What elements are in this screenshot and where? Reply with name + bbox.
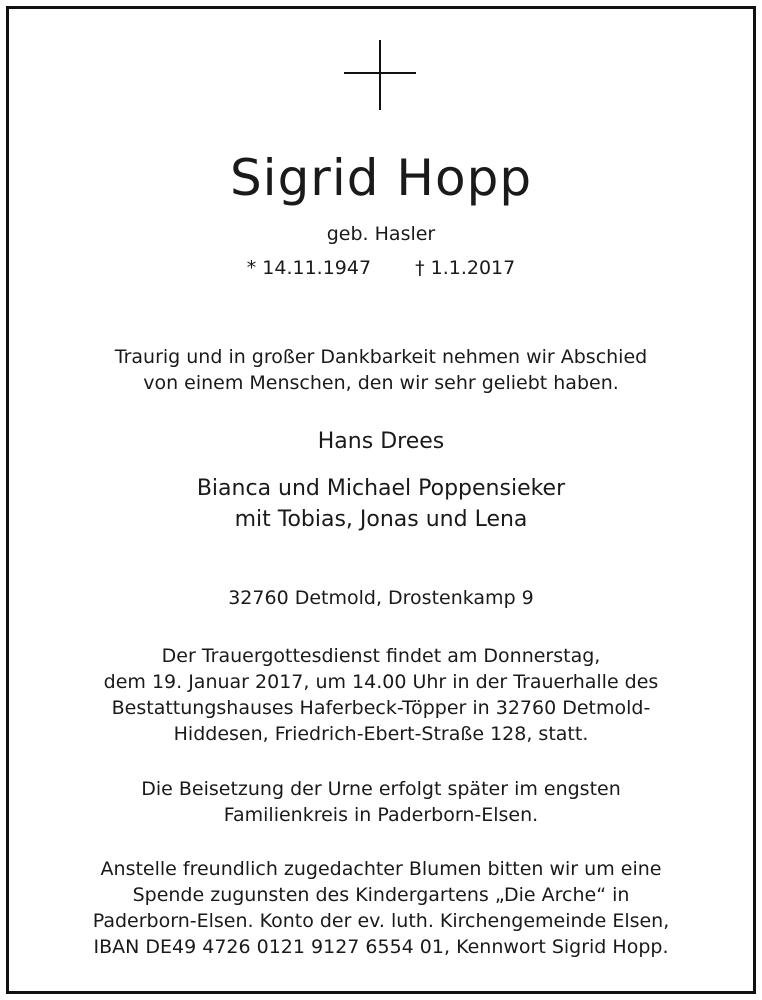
deceased-name: Sigrid Hopp: [229, 149, 533, 207]
burial-text: [0, 776, 762, 828]
text-line: Hiddesen, Friedrich-Ebert-Straße 128, statt.: [173, 723, 589, 745]
text-line: von einem Menschen, den wir sehr geliebt haben.: [143, 372, 619, 394]
text-line: dem 19. Januar 2017, um 14.00 Uhr in der Trauerhalle des: [103, 671, 659, 693]
text-line: Paderborn-Elsen. Konto der ev. luth. Kirchengemeinde Elsen,: [92, 910, 670, 932]
cross-icon: [342, 40, 418, 110]
mourner-family: [0, 473, 762, 535]
mourner-name: Hans Drees: [317, 429, 445, 454]
mourner-address: 32760 Detmold, Drostenkamp 9: [228, 587, 534, 609]
life-dates: [0, 255, 762, 281]
service-text: [0, 643, 762, 747]
donation-text: [0, 856, 762, 960]
text-line: Spende zugunsten des Kindergartens „Die Arche“ in: [132, 884, 630, 906]
text-line: Die Beisetzung der Urne erfolgt später im engsten: [141, 778, 621, 800]
farewell-text: [0, 344, 762, 396]
text-line: mit Tobias, Jonas und Lena: [234, 507, 528, 532]
birth-date: * 14.11.1947: [246, 257, 372, 279]
text-line: Anstelle freundlich zugedachter Blumen bitten wir um eine: [100, 858, 662, 880]
text-line: Bianca und Michael Poppensieker: [196, 476, 566, 501]
text-line: Bestattungshauses Haferbeck-Töpper in 32760 Detmold-: [111, 697, 651, 719]
text-line: Traurig und in großer Dankbarkeit nehmen wir Abschied: [114, 346, 648, 368]
death-date: † 1.1.2017: [415, 257, 516, 279]
maiden-name: geb. Hasler: [326, 223, 436, 245]
text-line: Der Trauergottesdienst findet am Donnerstag,: [161, 645, 601, 667]
text-line: Familienkreis in Paderborn-Elsen.: [223, 804, 539, 826]
text-line: IBAN DE49 4726 0121 9127 6554 01, Kennwort Sigrid Hopp.: [93, 936, 669, 958]
